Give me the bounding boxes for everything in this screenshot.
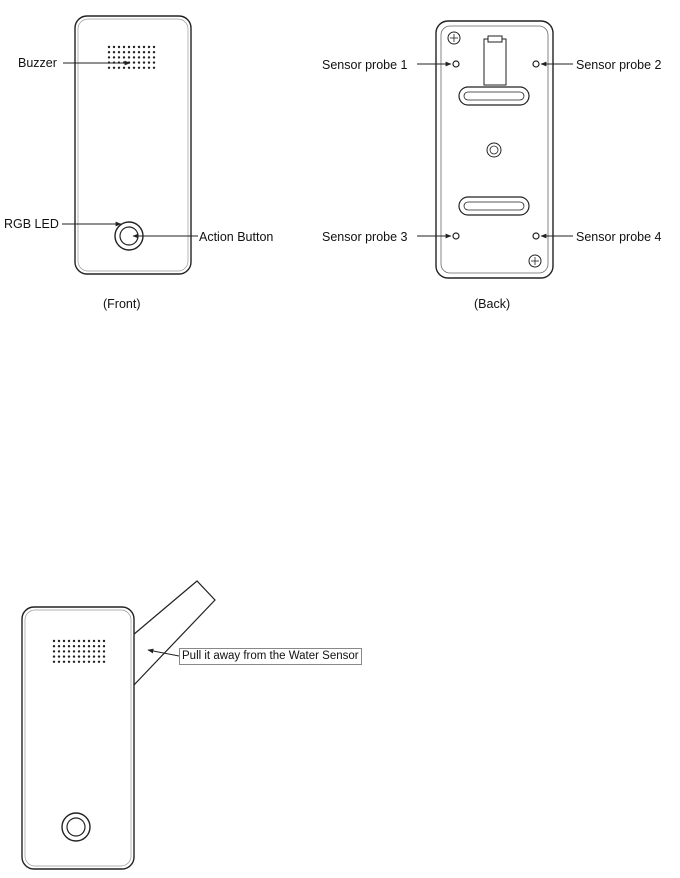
grille-dot	[93, 650, 95, 652]
grille-dot	[148, 61, 150, 63]
grille-dot	[138, 51, 140, 53]
grille-dot	[98, 645, 100, 647]
grille-dot	[58, 661, 60, 663]
grille-dot	[53, 661, 55, 663]
grille-dot	[93, 645, 95, 647]
grille-dot	[53, 655, 55, 657]
grille-dot	[153, 51, 155, 53]
grille-dot	[153, 56, 155, 58]
grille-dot	[88, 640, 90, 642]
action-button-inner	[67, 818, 85, 836]
grille-dot	[63, 661, 65, 663]
probe-2	[533, 61, 539, 67]
grille-dot	[143, 51, 145, 53]
grille-dot	[133, 67, 135, 69]
grille-dot	[118, 46, 120, 48]
grille-dot	[108, 46, 110, 48]
grille-dot	[83, 650, 85, 652]
probe-3-label: Sensor probe 3	[322, 230, 408, 244]
pull-instruction-label: Pull it away from the Water Sensor	[179, 648, 362, 665]
grille-dot	[63, 645, 65, 647]
grille-dot	[128, 56, 130, 58]
grille-dot	[118, 51, 120, 53]
grille-dot	[138, 67, 140, 69]
center-hole	[487, 143, 501, 157]
grille-dot	[63, 640, 65, 642]
grille-dot	[113, 67, 115, 69]
grille-dot	[73, 655, 75, 657]
grille-dot	[98, 650, 100, 652]
grille-dot	[83, 640, 85, 642]
grille-dot	[68, 640, 70, 642]
grille-dot	[138, 61, 140, 63]
grille-dot	[138, 56, 140, 58]
grille-dot	[133, 46, 135, 48]
grille-dot	[153, 46, 155, 48]
back-caption: (Back)	[474, 297, 511, 311]
grille-dot	[63, 655, 65, 657]
grille-dot	[93, 655, 95, 657]
grille-dot	[108, 56, 110, 58]
slot-bottom	[459, 197, 529, 215]
grille-dot	[113, 46, 115, 48]
grille-dot	[58, 640, 60, 642]
grille-dot	[88, 645, 90, 647]
grille-dot	[63, 650, 65, 652]
grille-dot	[143, 56, 145, 58]
grille-dot	[103, 655, 105, 657]
grille-dot	[148, 51, 150, 53]
grille-dot	[98, 661, 100, 663]
grille-dot	[68, 645, 70, 647]
grille-dot	[153, 61, 155, 63]
probe-3	[453, 233, 459, 239]
grille-dot	[78, 650, 80, 652]
grille-dot	[88, 650, 90, 652]
grille-dot	[88, 661, 90, 663]
action-button-label: Action Button	[199, 230, 274, 244]
grille-dot	[128, 46, 130, 48]
probe-1-label: Sensor probe 1	[322, 58, 408, 72]
grille-dot	[78, 655, 80, 657]
grille-dot	[68, 650, 70, 652]
probe-1	[453, 61, 459, 67]
grille-dot	[138, 46, 140, 48]
probe-4-label: Sensor probe 4	[576, 230, 662, 244]
grille-dot	[103, 650, 105, 652]
screw-bottom-right	[529, 255, 541, 267]
grille-dot	[113, 51, 115, 53]
grille-dot	[153, 67, 155, 69]
grille-dot	[73, 645, 75, 647]
grille-dot	[108, 51, 110, 53]
pull-tab-device	[22, 607, 134, 869]
grille-dot	[78, 640, 80, 642]
grille-dot	[78, 645, 80, 647]
grille-dot	[118, 67, 120, 69]
slot-top	[459, 87, 529, 105]
grille-dot	[103, 645, 105, 647]
grille-dot	[123, 51, 125, 53]
grille-dot	[143, 67, 145, 69]
grille-dot	[108, 67, 110, 69]
screw-top-left	[448, 32, 460, 44]
grille-dot	[68, 661, 70, 663]
rgb-led-label: RGB LED	[4, 217, 59, 231]
grille-dot	[58, 645, 60, 647]
front-caption: (Front)	[103, 297, 141, 311]
grille-dot	[133, 56, 135, 58]
clip	[484, 39, 506, 85]
grille-dot	[123, 67, 125, 69]
probe-4	[533, 233, 539, 239]
grille-dot	[53, 640, 55, 642]
grille-dot	[88, 655, 90, 657]
grille-dot	[53, 650, 55, 652]
grille-dot	[103, 640, 105, 642]
grille-dot	[73, 650, 75, 652]
back-device	[436, 21, 553, 278]
grille-dot	[123, 46, 125, 48]
grille-dot	[83, 645, 85, 647]
probe-2-label: Sensor probe 2	[576, 58, 662, 72]
grille-dot	[78, 661, 80, 663]
grille-dot	[103, 661, 105, 663]
grille-dot	[128, 51, 130, 53]
grille-dot	[113, 56, 115, 58]
buzzer-label: Buzzer	[18, 56, 57, 70]
grille-dot	[133, 61, 135, 63]
grille-dot	[128, 67, 130, 69]
grille-dot	[98, 655, 100, 657]
grille-dot	[73, 640, 75, 642]
pull-tab-strip	[133, 581, 215, 686]
grille-dot	[53, 645, 55, 647]
grille-dot	[73, 661, 75, 663]
grille-dot	[83, 661, 85, 663]
grille-dot	[98, 640, 100, 642]
front-device	[75, 16, 191, 274]
grille-dot	[133, 51, 135, 53]
grille-dot	[148, 56, 150, 58]
grille-dot	[68, 655, 70, 657]
grille-dot	[143, 46, 145, 48]
grille-dot	[58, 650, 60, 652]
grille-dot	[58, 655, 60, 657]
grille-dot	[118, 56, 120, 58]
grille-dot	[123, 56, 125, 58]
grille-dot	[93, 640, 95, 642]
grille-dot	[148, 67, 150, 69]
grille-dot	[83, 655, 85, 657]
grille-dot	[143, 61, 145, 63]
grille-dot	[148, 46, 150, 48]
grille-dot	[93, 661, 95, 663]
